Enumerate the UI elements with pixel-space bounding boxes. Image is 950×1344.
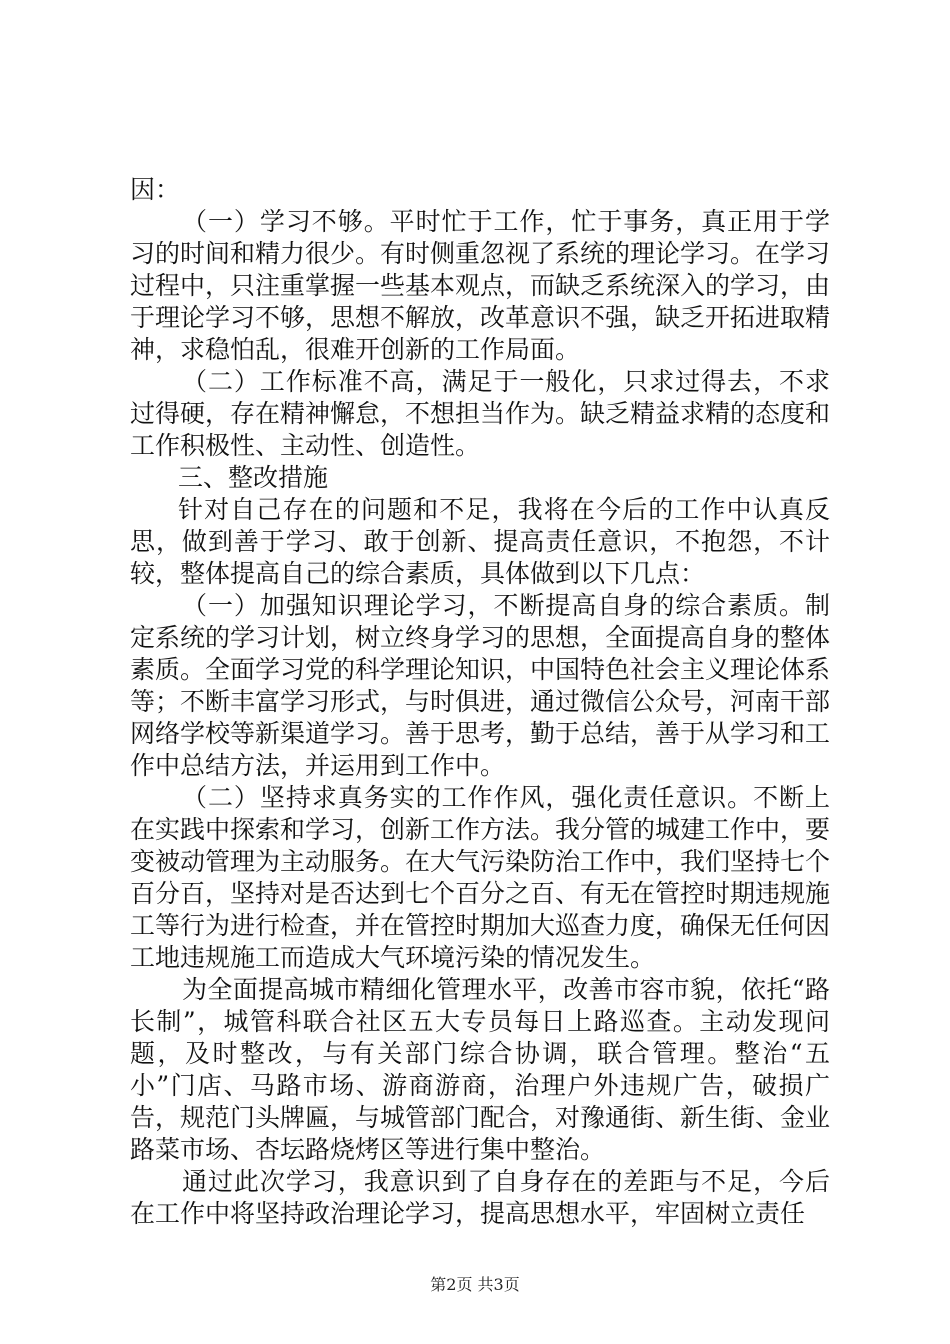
paragraph-cause-2: （二）工作标准不高，满足于一般化，只求过得去，不求过得硬，存在精神懈怠，不想担当作为。缺乏精益求精的态度和工作积极性、主动性、创造性。 — [130, 367, 831, 460]
document-body — [130, 174, 830, 1230]
paragraph-rectification-intro: 针对自己存在的问题和不足，我将在今后的工作中认真反思，做到善于学习、敢于创新、提高责任意识，不抱怨，不计较，整体提高自己的综合素质，具体做到以下几点： — [130, 495, 830, 588]
section-heading-rectification: 三、整改措施 — [178, 463, 329, 492]
paragraph-cause-1: （一）学习不够。平时忙于工作，忙于事务，真正用于学习的时间和精力很少。有时侧重忽视了系统的理论学习。在学习过程中，只注重掌握一些基本观点，而缺乏系统深入的学习，由于理论学习不够，思想不解放，改革意识不强，缺乏开拓进取精神，求稳怕乱，很难开创新的工作局面。 — [130, 207, 831, 364]
paragraph-measure-1: （一）加强知识理论学习，不断提高自身的综合素质。制定系统的学习计划，树立终身学习的思想，全面提高自身的整体素质。全面学习党的科学理论知识，中国特色社会主义理论体系等；不断丰富学习形式，与时俱进，通过微信公众号，河南干部网络学校等新渠道学习。善于思考，勤于总结，善于从学习和工作中总结方法，并运用到工作中。 — [130, 591, 831, 780]
paragraph-measure-2: （二）坚持求真务实的工作作风，强化责任意识。不断上在实践中探索和学习，创新工作方法。我分管的城建工作中，要变被动管理为主动服务。在大气污染防治工作中，我们坚持七个百分百，坚持对是否达到七个百分之百、有无在管控时期违规施工等行为进行检查，并在管控时期加大巡查力度，确保无任何因工地违规施工而造成大气环境污染的情况发生。 — [130, 783, 831, 972]
paragraph-cause-continued: 因： — [130, 175, 181, 204]
paragraph-city-management: 为全面提高城市精细化管理水平，改善市容市貌，依托“路长制”，城管科联合社区五大专员每日上路巡查。主动发现问题，及时整改，与有关部门综合协调，联合管理。整治“五小”门店、马路市场、游商游商，治理户外违规广告，破损广告，规范门头牌匾，与城管部门配合，对豫通街、新生街、金业路菜市场、杏坛路烧烤区等进行集中整治。 — [130, 975, 831, 1164]
page-number-footer: 第2页 共3页 — [430, 1275, 520, 1294]
paragraph-conclusion: 通过此次学习，我意识到了自身存在的差距与不足，今后在工作中将坚持政治理论学习，提高思想水平，牢固树立责任 — [130, 1167, 830, 1228]
